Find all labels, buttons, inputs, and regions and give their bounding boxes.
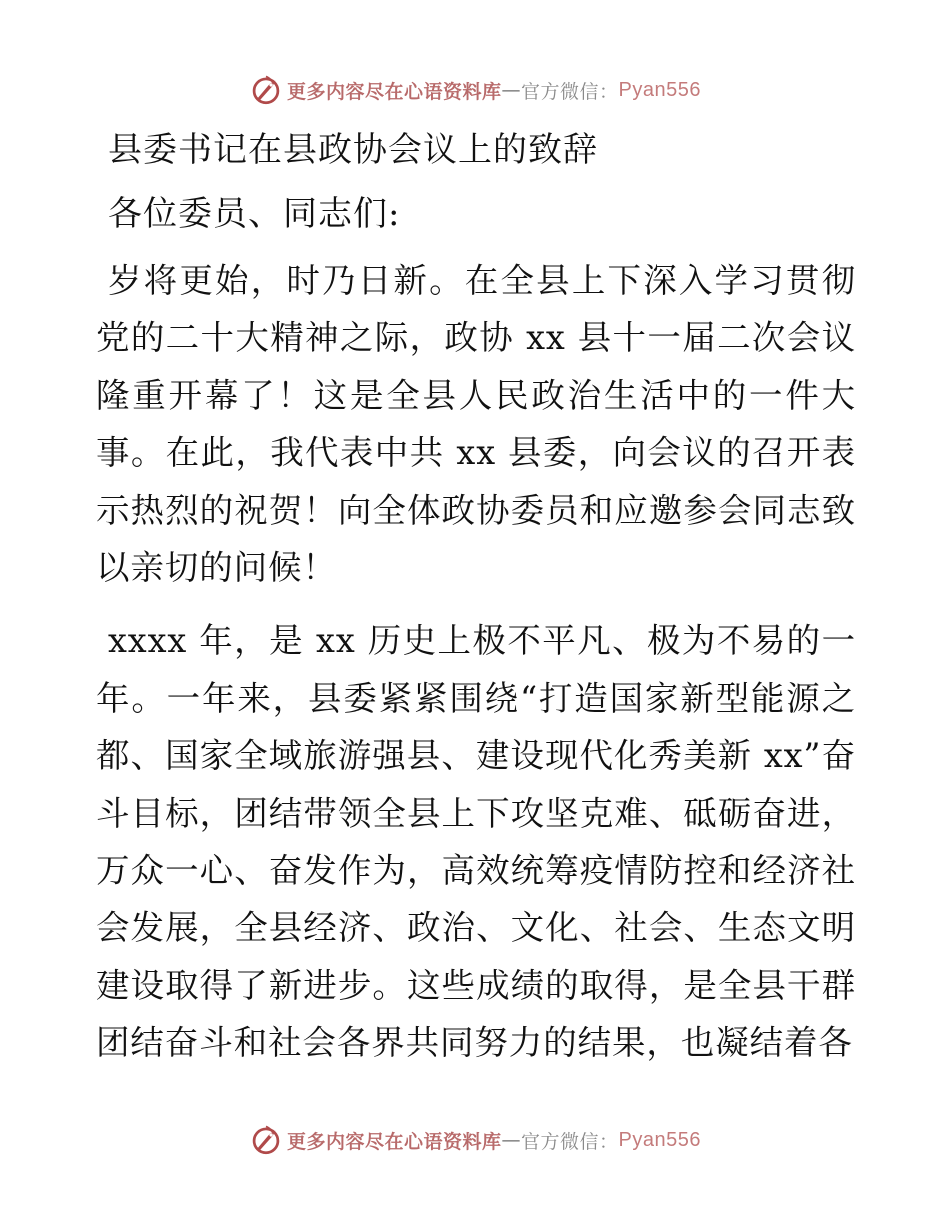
banner-site-text: 更多内容尽在心语资料库 xyxy=(287,80,502,103)
header-banner xyxy=(0,68,950,112)
pen-nib-logo-icon xyxy=(249,1123,283,1157)
banner-dash: — xyxy=(501,79,522,101)
banner-wechat-label: 官方微信： xyxy=(521,80,619,103)
paragraph-1: 岁将更始，时乃日新。在全县上下深入学习贯彻党的二十大精神之际，政协 xx 县十一届二次会议隆重开幕了！这是全县人民政治生活中的一件大事。在此，我代表中共 xx 县委，向会议的召开表示热烈的祝贺！向全体政协委员和应邀参会同志致以亲切的问候！ xyxy=(96,261,856,588)
document-body xyxy=(96,122,856,1088)
banner-site-text: 更多内容尽在心语资料库 xyxy=(287,1130,502,1153)
document-title: 县委书记在县政协会议上的致辞 xyxy=(108,130,598,170)
pen-nib-logo-icon xyxy=(249,73,283,107)
salutation: 各位委员、同志们: xyxy=(108,194,401,234)
footer-banner xyxy=(0,1118,950,1162)
banner-dash: — xyxy=(501,1129,522,1151)
banner-wechat-label: 官方微信： xyxy=(521,1130,619,1153)
banner-wechat-id: Pyan556 xyxy=(618,1128,701,1151)
paragraph-2: xxxx 年，是 xx 历史上极不平凡、极为不易的一年。一年来，县委紧紧围绕“打造国家新型能源之都、国家全域旅游强县、建设现代化秀美新 xx”奋斗目标，团结带领全县上下攻坚克难、砥砺奋进，万众一心、奋发作为，高效统筹疫情防控和经济社会发展，全县经济、政治、文化、社会、生态文明建设取得了新进步。这些成绩的取得，是全县干群团结奋斗和社会各界共同努力的结果，也凝结着各 xyxy=(96,621,856,1063)
banner-wechat-id: Pyan556 xyxy=(618,78,701,101)
